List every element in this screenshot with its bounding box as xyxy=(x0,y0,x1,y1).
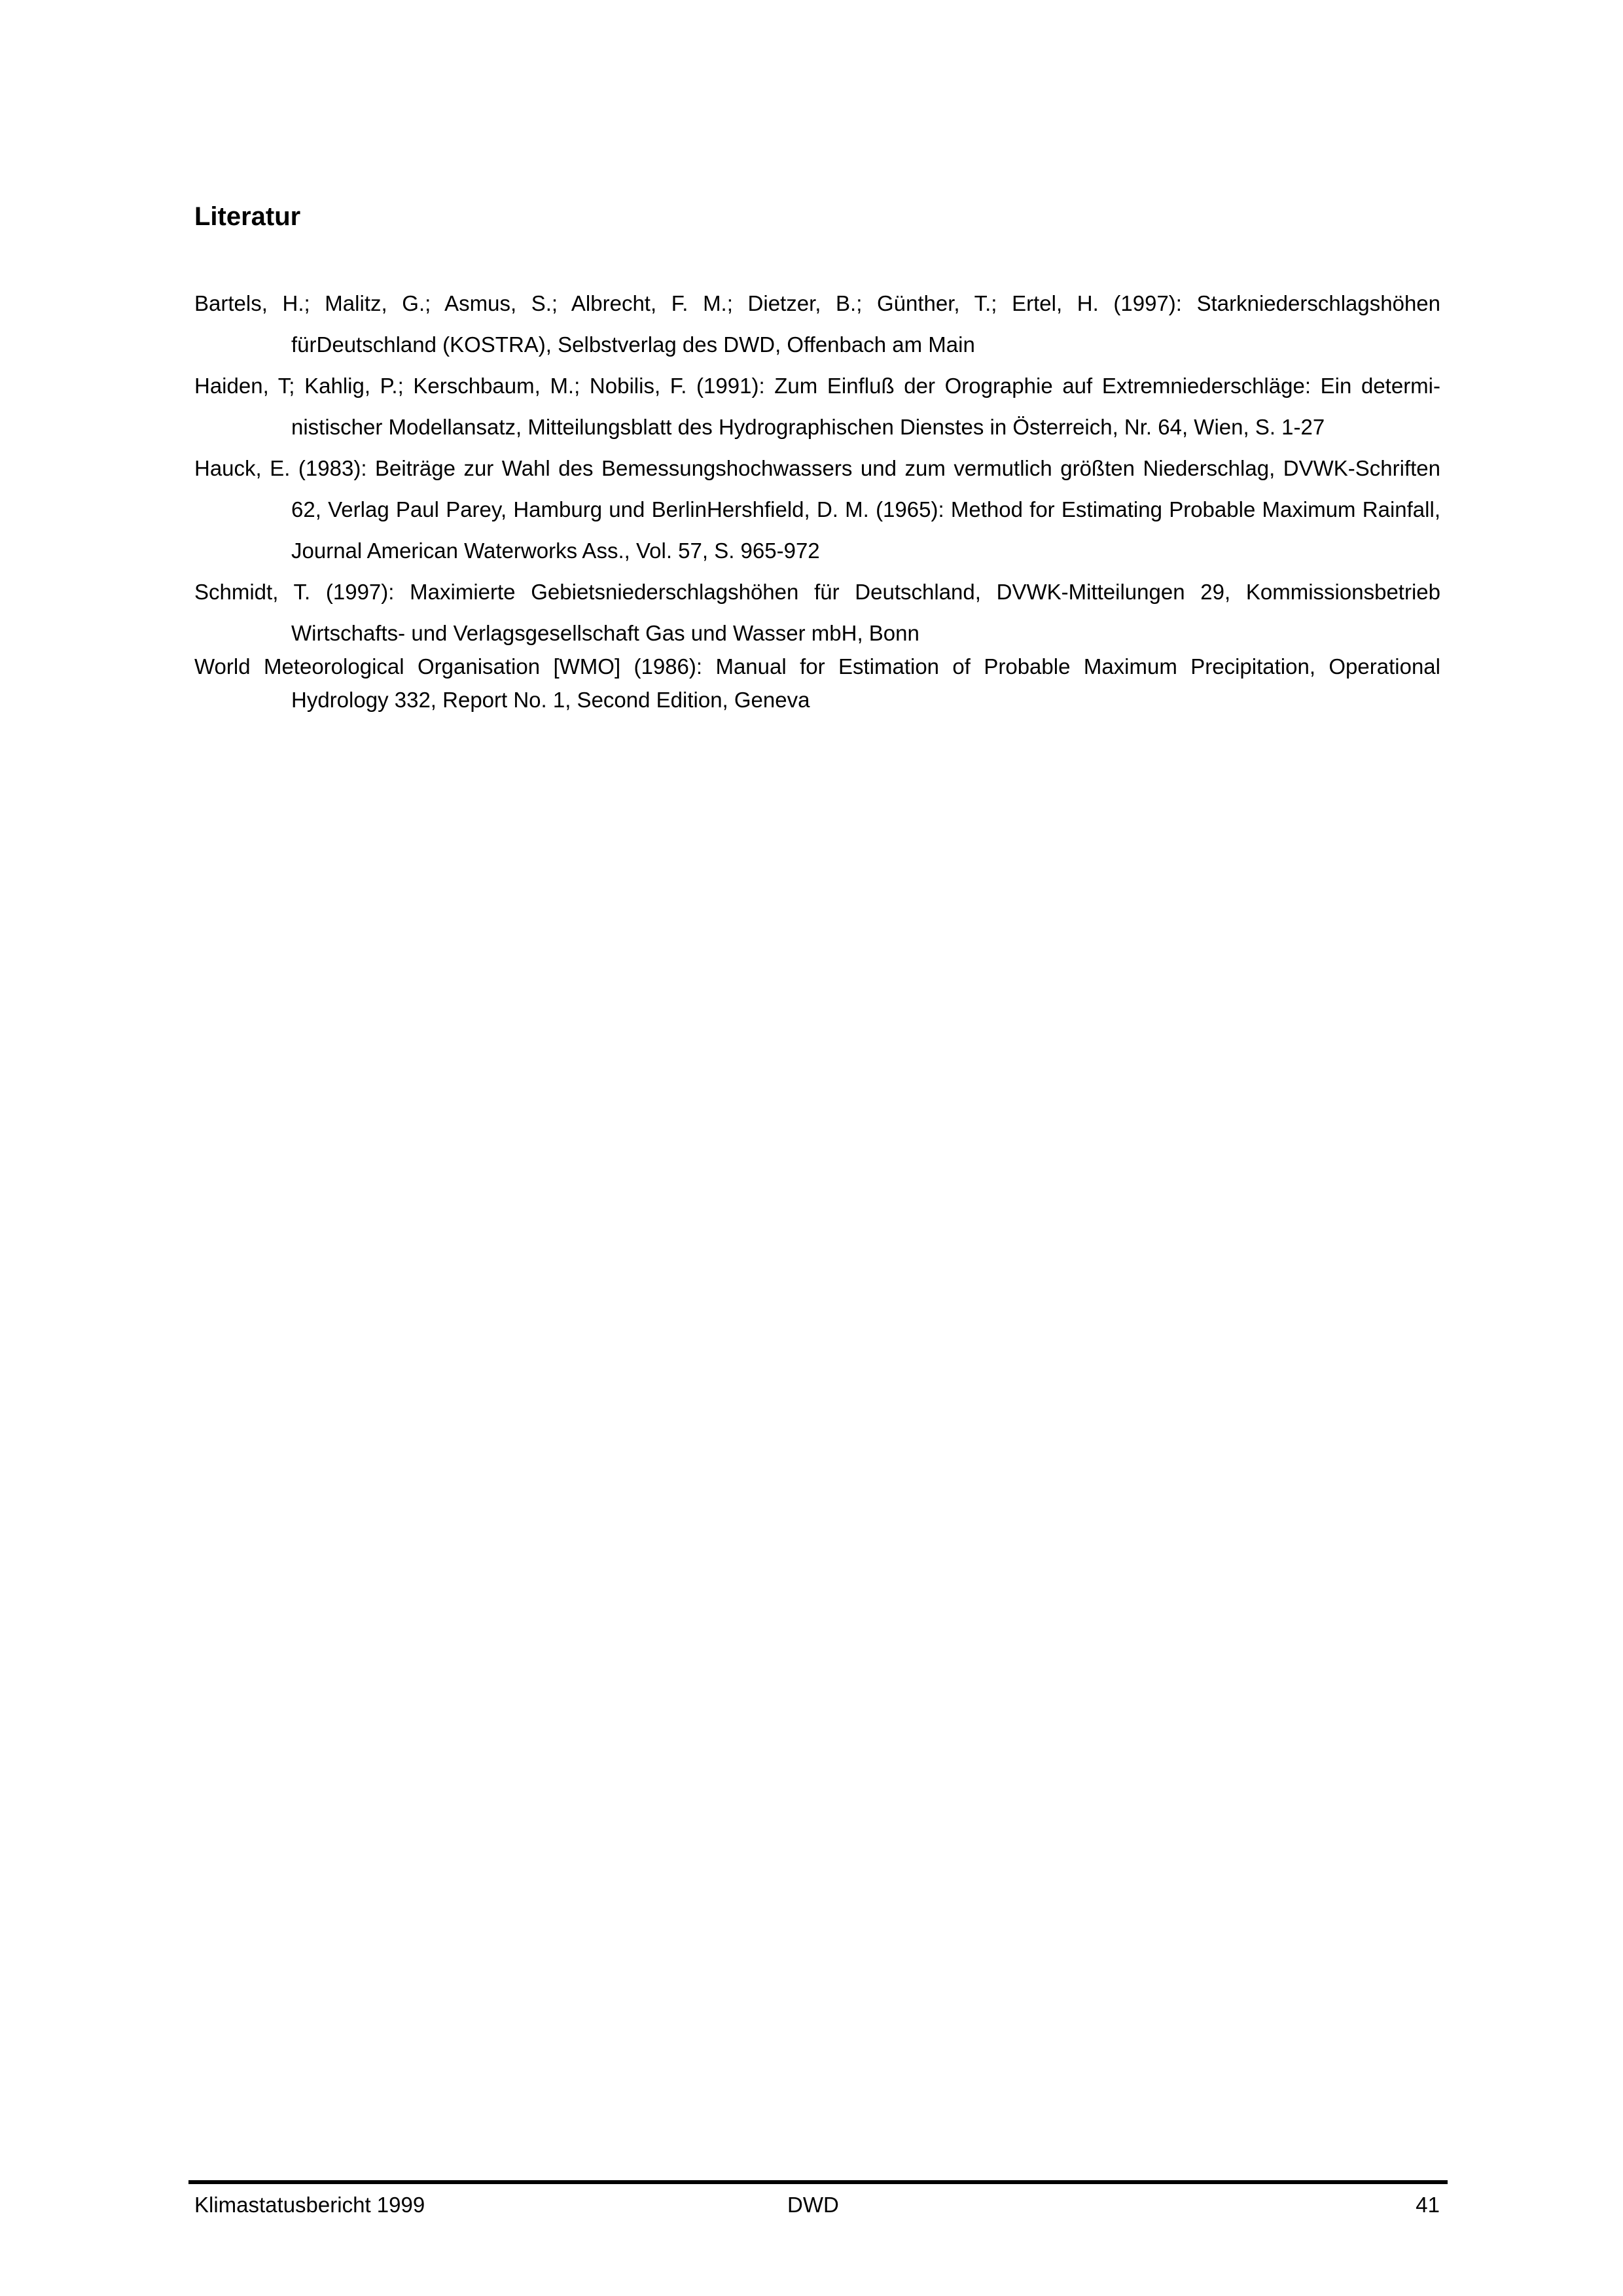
footer-publisher: DWD xyxy=(787,2193,839,2217)
footer-row xyxy=(188,2191,1448,2219)
reference-entry: World Meteorological Organisation [WMO] (1986): Manual for Estimation of Probable Maximum Precipitation, Operational Hydrology 332, Report No. 1, Second Edition, Geneva xyxy=(194,654,1440,712)
reference-entry: Haiden, T; Kahlig, P.; Kerschbaum, M.; Nobilis, F. (1991): Zum Einfluß der Orographie auf Extremniederschläge: Ein determi-nistischer Modellansatz, Mitteilungsblatt des Hydrographischen Dienstes in Österreich, Nr. 64, Wien, S. 1-27 xyxy=(194,374,1440,439)
footer-report-title: Klimastatusbericht 1999 xyxy=(194,2193,425,2217)
reference-list xyxy=(194,283,1440,716)
footer-divider xyxy=(188,2180,1448,2184)
page-footer xyxy=(188,2180,1448,2219)
reference-entry: Bartels, H.; Malitz, G.; Asmus, S.; Albrecht, F. M.; Dietzer, B.; Günther, T.; Ertel, H. (1997): Starkniederschlagshöhen fürDeutschland (KOSTRA), Selbstverlag des DWD, Offenbach am Main xyxy=(194,291,1440,357)
section-heading: Literatur xyxy=(194,202,301,231)
page-number: 41 xyxy=(1416,2193,1440,2217)
reference-entry: Hauck, E. (1983): Beiträge zur Wahl des Bemessungshochwassers und zum vermutlich größten Niederschlag, DVWK-Schriften 62, Verlag Paul Parey, Hamburg und BerlinHershfield, D. M. (1965): Method for Estimating Probable Maximum Rainfall, Journal American Waterworks Ass., Vol. 57, S. 965-972 xyxy=(194,456,1440,563)
reference-entry: Schmidt, T. (1997): Maximierte Gebietsniederschlagshöhen für Deutschland, DVWK-Mitteilungen 29, Kommissionsbetrieb Wirtschafts- und Verlagsgesellschaft Gas und Wasser mbH, Bonn xyxy=(194,580,1440,645)
